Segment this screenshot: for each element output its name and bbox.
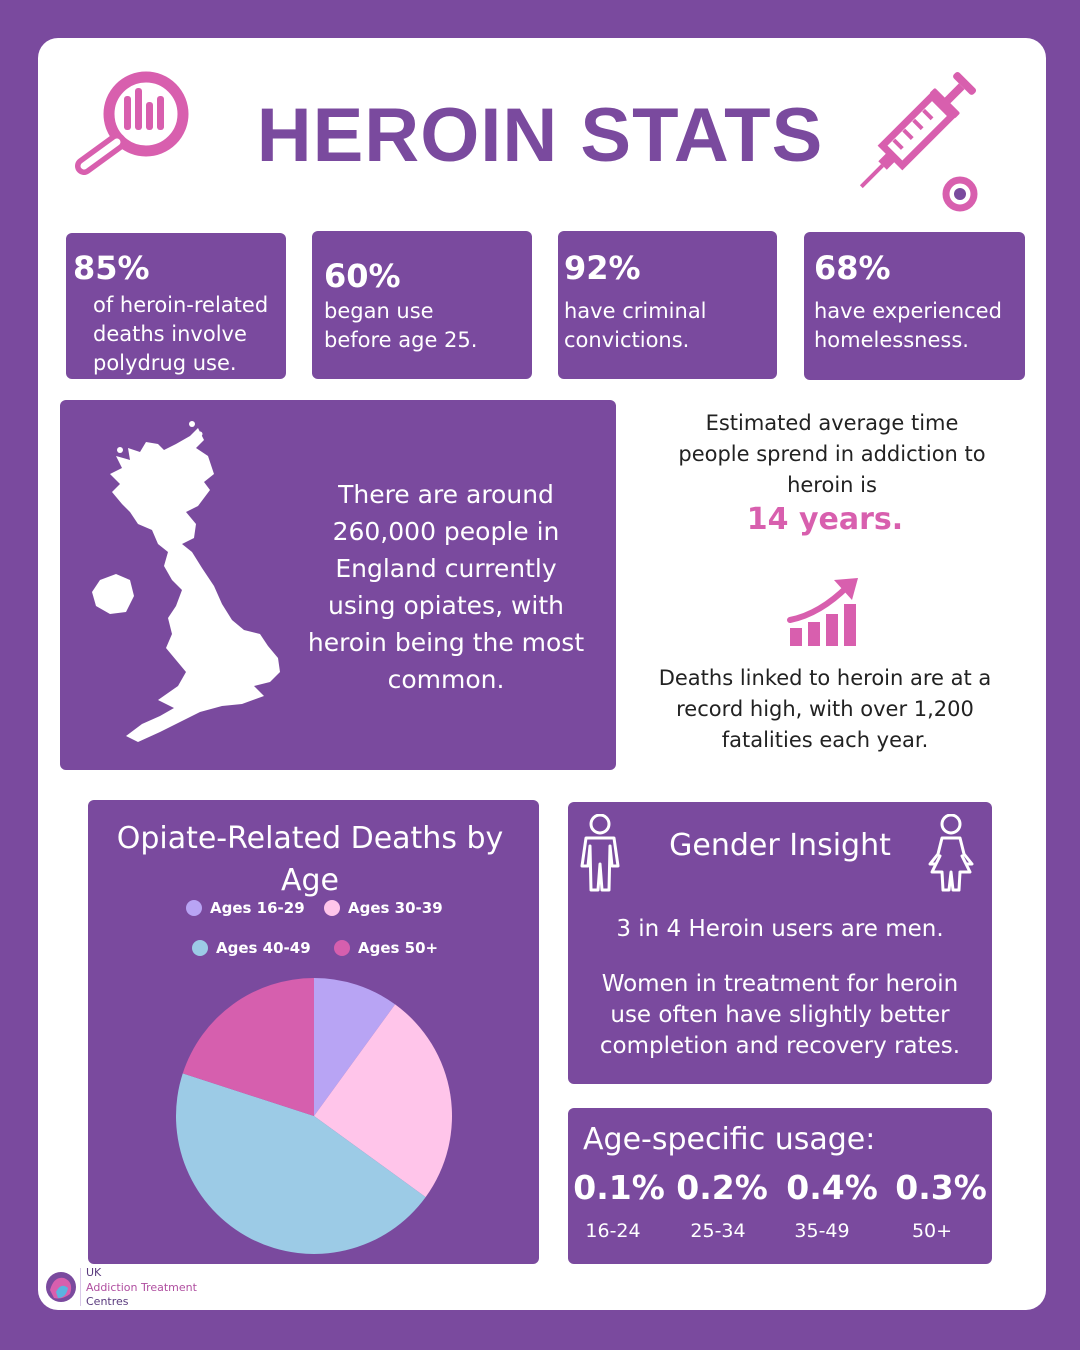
age-usage-pct: 0.1% (573, 1168, 665, 1207)
legend-item (334, 939, 438, 957)
stat-line: convictions. (564, 328, 690, 352)
stat-pct: 92% (564, 249, 641, 287)
stat-line: homelessness. (814, 328, 969, 352)
legend-label: Ages 50+ (358, 939, 439, 957)
addiction-line: heroin is (787, 473, 877, 497)
legend-swatch (324, 900, 340, 916)
gender-title: Gender Insight (669, 828, 891, 863)
pie-chart (172, 974, 456, 1258)
male-icon (578, 814, 622, 894)
gender-line: use often have slightly better (610, 1002, 950, 1028)
england-text (300, 476, 592, 698)
age-usage-label: 50+ (911, 1220, 953, 1242)
logo-divider (80, 1268, 81, 1306)
stat-text (324, 297, 477, 355)
legend-item (192, 939, 311, 957)
gender-line: completion and recovery rates. (599, 1033, 961, 1059)
stat-line: began use (324, 299, 434, 323)
stat-line: deaths involve (93, 322, 247, 346)
growth-chart-icon (786, 574, 862, 650)
deaths-text (642, 663, 1008, 756)
legend-label: Ages 30-39 (348, 899, 443, 917)
england-line: 260,000 people in (332, 517, 560, 546)
stat-box-polydrug (66, 233, 286, 379)
gender-line1: 3 in 4 Heroin users are men. (616, 916, 944, 942)
age-usage-pct: 0.4% (786, 1168, 878, 1207)
age-usage-title: Age-specific usage: (583, 1122, 876, 1157)
legend-item (186, 899, 305, 917)
england-line: heroin being the most (307, 628, 585, 657)
stat-line: have experienced (814, 299, 1002, 323)
female-icon (928, 814, 974, 894)
gender-line: Women in treatment for heroin (601, 971, 959, 997)
legend-swatch (334, 940, 350, 956)
gender-text (578, 969, 982, 1062)
age-usage-pct: 0.3% (895, 1168, 987, 1207)
england-line: using opiates, with (327, 591, 565, 620)
age-usage-label: 16-24 (585, 1220, 641, 1242)
legend-label: Ages 16-29 (210, 899, 305, 917)
stat-box-criminal (558, 231, 777, 379)
addiction-line: people sprend in addiction to (678, 442, 986, 466)
legend-swatch (192, 940, 208, 956)
england-line: There are around (338, 480, 554, 509)
logo-icon (44, 1270, 78, 1304)
stat-pct: 68% (814, 249, 891, 287)
logo-line2: Addiction Treatment (86, 1281, 197, 1294)
page-title: HEROIN STATS (256, 93, 824, 178)
logo-line3: Centres (86, 1295, 129, 1308)
uk-map-icon (82, 420, 302, 750)
england-line: England currently (335, 554, 557, 583)
legend-item (324, 899, 443, 917)
stat-pct: 60% (324, 257, 401, 295)
legend-swatch (186, 900, 202, 916)
logo-line1: UK (86, 1266, 102, 1279)
england-line: common. (387, 665, 505, 694)
deaths-line: record high, with over 1,200 (676, 697, 974, 721)
stat-text (93, 291, 268, 378)
stat-line: polydrug use. (93, 351, 237, 375)
deaths-line: fatalities each year. (721, 728, 929, 752)
stat-line: before age 25. (324, 328, 478, 352)
addiction-years: 14 years. (746, 502, 904, 537)
stat-text (564, 297, 707, 355)
stat-line: of heroin-related (93, 293, 269, 317)
deaths-line: Deaths linked to heroin are at a (658, 666, 992, 690)
age-usage-label: 35-49 (794, 1220, 850, 1242)
stat-box-homeless (804, 232, 1025, 380)
age-usage-label: 25-34 (690, 1220, 746, 1242)
pie-chart-title: Opiate-Related Deaths by Age (116, 821, 504, 898)
legend-label: Ages 40-49 (216, 939, 311, 957)
stat-pct: 85% (73, 249, 150, 287)
age-usage-pct: 0.2% (676, 1168, 768, 1207)
stat-text (814, 297, 1002, 355)
stat-box-age (312, 231, 532, 379)
addiction-line: Estimated average time (705, 411, 959, 435)
addiction-time-text (652, 408, 1012, 501)
stat-line: have criminal (564, 299, 707, 323)
syringe-icon (832, 64, 984, 216)
